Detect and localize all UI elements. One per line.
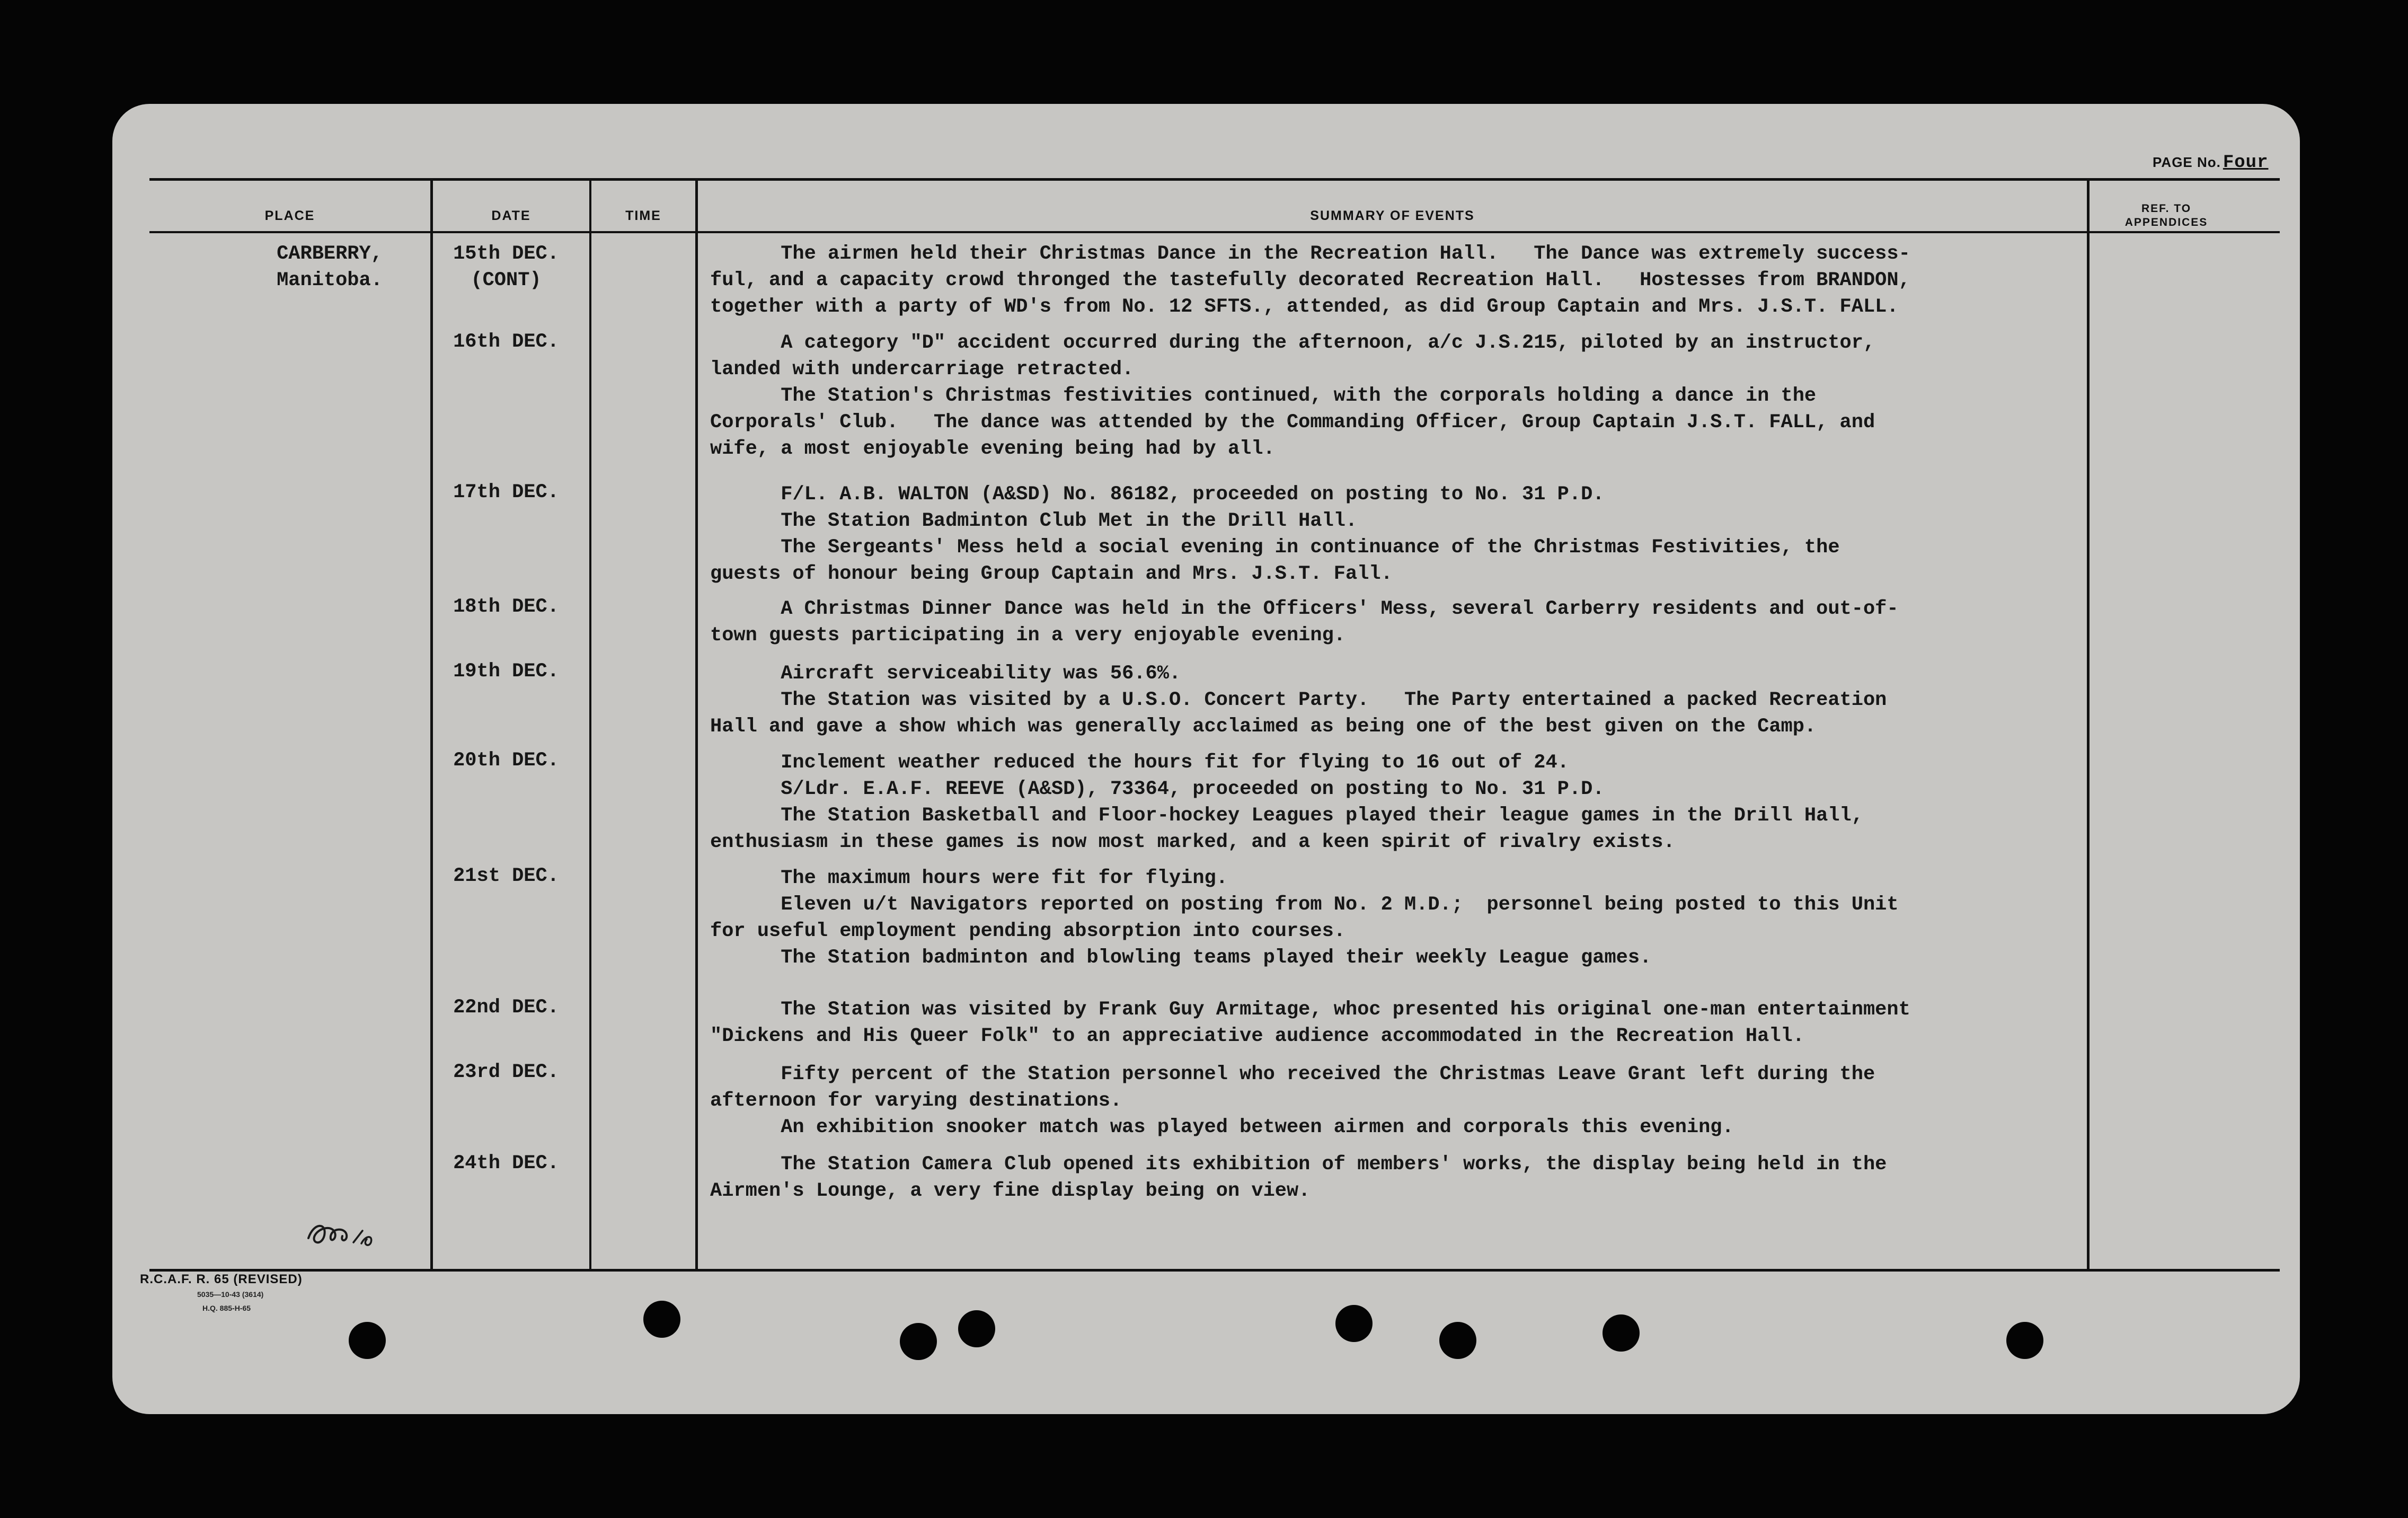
summary-line: Fifty percent of the Station personnel who received the Christmas Leave Grant left during the — [710, 1063, 1875, 1085]
summary-line: A Christmas Dinner Dance was held in the Officers' Mess, several Carberry residents and out-of- — [710, 598, 1899, 620]
summary-line: Inclement weather reduced the hours fit for flying to 16 out of 24. — [710, 752, 1569, 774]
summary-line: Eleven u/t Navigators reported on posting from No. 2 M.D.; personnel being posted to this Unit — [710, 894, 1899, 916]
form-print-code: 5035—10-43 (3614) — [197, 1290, 264, 1299]
punch-hole — [958, 1310, 995, 1347]
punch-hole — [1335, 1305, 1373, 1342]
place-line-1: CARBERRY, — [277, 243, 383, 265]
date-entry: 17th DEC. — [453, 481, 559, 504]
date-entry: 21st DEC. — [453, 865, 559, 887]
summary-line: Corporals' Club. The dance was attended by the Commanding Officer, Group Captain J.S.T. FALL, and — [710, 411, 1875, 434]
header-date: DATE — [491, 208, 531, 223]
summary-line: landed with undercarriage retracted. — [710, 358, 1134, 381]
column-divider-time — [695, 178, 698, 1270]
summary-line: The Sergeants' Mess held a social evening in continuance of the Christmas Festivities, the — [710, 536, 1840, 559]
punch-hole — [1603, 1314, 1640, 1352]
summary-line: A category "D" accident occurred during the afternoon, a/c J.S.215, piloted by an instructor, — [710, 332, 1875, 354]
punch-hole — [349, 1322, 386, 1359]
date-line: 15th DEC. — [453, 243, 559, 265]
date-entry — [419, 241, 594, 294]
header-ref-appendices: REF. TO APPENDICES — [2124, 202, 2208, 228]
date-entry: 22nd DEC. — [453, 996, 559, 1019]
punch-hole — [643, 1301, 680, 1338]
punch-hole — [2006, 1322, 2043, 1359]
date-entry: 16th DEC. — [453, 331, 559, 353]
summary-line: The Station was visited by Frank Guy Armitage, whoc presented his original one-man entertainment — [710, 999, 1910, 1021]
diary-page — [112, 104, 2300, 1414]
summary-line: for useful employment pending absorption into courses. — [710, 920, 1345, 942]
summary-line: Aircraft serviceability was 56.6%. — [710, 663, 1181, 685]
punch-hole — [900, 1323, 937, 1360]
column-divider-summary — [2087, 178, 2090, 1270]
date-entry: 20th DEC. — [453, 749, 559, 772]
date-entry: 24th DEC. — [453, 1152, 559, 1175]
summary-line: "Dickens and His Queer Folk" to an appreciative audience accommodated in the Recreation Hall. — [710, 1025, 1804, 1047]
handwritten-initials — [303, 1212, 393, 1254]
summary-line: The maximum hours were fit for flying. — [710, 867, 1228, 889]
header-top-rule — [149, 178, 2280, 181]
page-number — [2153, 153, 2268, 173]
punch-hole — [1439, 1322, 1476, 1359]
date-entry: 23rd DEC. — [453, 1061, 559, 1083]
summary-line: town guests participating in a very enjoyable evening. — [710, 624, 1345, 647]
summary-line: The Station was visited by a U.S.O. Concert Party. The Party entertained a packed Recreation — [710, 689, 1887, 711]
summary-line: An exhibition snooker match was played between airmen and corporals this evening. — [710, 1116, 1734, 1138]
date-entry: 19th DEC. — [453, 660, 559, 683]
date-line-cont: (CONT) — [471, 269, 542, 292]
summary-line: The Station Camera Club opened its exhibition of members' works, the display being held in the — [710, 1153, 1887, 1176]
form-number: R.C.A.F. R. 65 (REVISED) — [140, 1272, 303, 1286]
summary-line: The Station badminton and blowling teams played their weekly League games. — [710, 947, 1652, 969]
summary-line: afternoon for varying destinations. — [710, 1090, 1122, 1112]
summary-line: The Station Badminton Club Met in the Drill Hall. — [710, 510, 1358, 532]
page-number-label: PAGE No. — [2153, 154, 2221, 170]
footer-rule — [149, 1269, 2280, 1272]
form-hq-code: H.Q. 885-H-65 — [202, 1304, 251, 1312]
summary-line: guests of honour being Group Captain and Mrs. J.S.T. Fall. — [710, 563, 1393, 585]
header-time: TIME — [625, 208, 661, 223]
summary-line: Hall and gave a show which was generally acclaimed as being one of the best given on the Camp. — [710, 716, 1817, 738]
place-entry — [250, 241, 409, 294]
date-entry: 18th DEC. — [453, 596, 559, 618]
summary-line: S/Ldr. E.A.F. REEVE (A&SD), 73364, proceeded on posting to No. 31 P.D. — [710, 778, 1605, 800]
summary-line: enthusiasm in these games is now most marked, and a keen spirit of rivalry exists. — [710, 831, 1675, 853]
page-number-value: Four — [2223, 153, 2269, 173]
header-summary: SUMMARY OF EVENTS — [1310, 208, 1475, 223]
header-place: PLACE — [264, 208, 315, 223]
summary-line: wife, a most enjoyable evening being had by all. — [710, 438, 1275, 460]
summary-line: together with a party of WD's from No. 12 SFTS., attended, as did Group Captain and Mrs. J.S.T. FALL. — [710, 296, 1899, 318]
summary-line: The airmen held their Christmas Dance in the Recreation Hall. The Dance was extremely success- — [710, 243, 1910, 265]
summary-line: F/L. A.B. WALTON (A&SD) No. 86182, proceeded on posting to No. 31 P.D. — [710, 483, 1605, 506]
place-line-2: Manitoba. — [277, 269, 383, 292]
summary-line: The Station's Christmas festivities continued, with the corporals holding a dance in the — [710, 385, 1817, 407]
summary-line: Airmen's Lounge, a very fine display being on view. — [710, 1180, 1311, 1202]
summary-line: ful, and a capacity crowd thronged the tastefully decorated Recreation Hall. Hostesses from BRANDON, — [710, 269, 1910, 292]
summary-line: The Station Basketball and Floor-hockey Leagues played their league games in the Drill Hall, — [710, 805, 1863, 827]
